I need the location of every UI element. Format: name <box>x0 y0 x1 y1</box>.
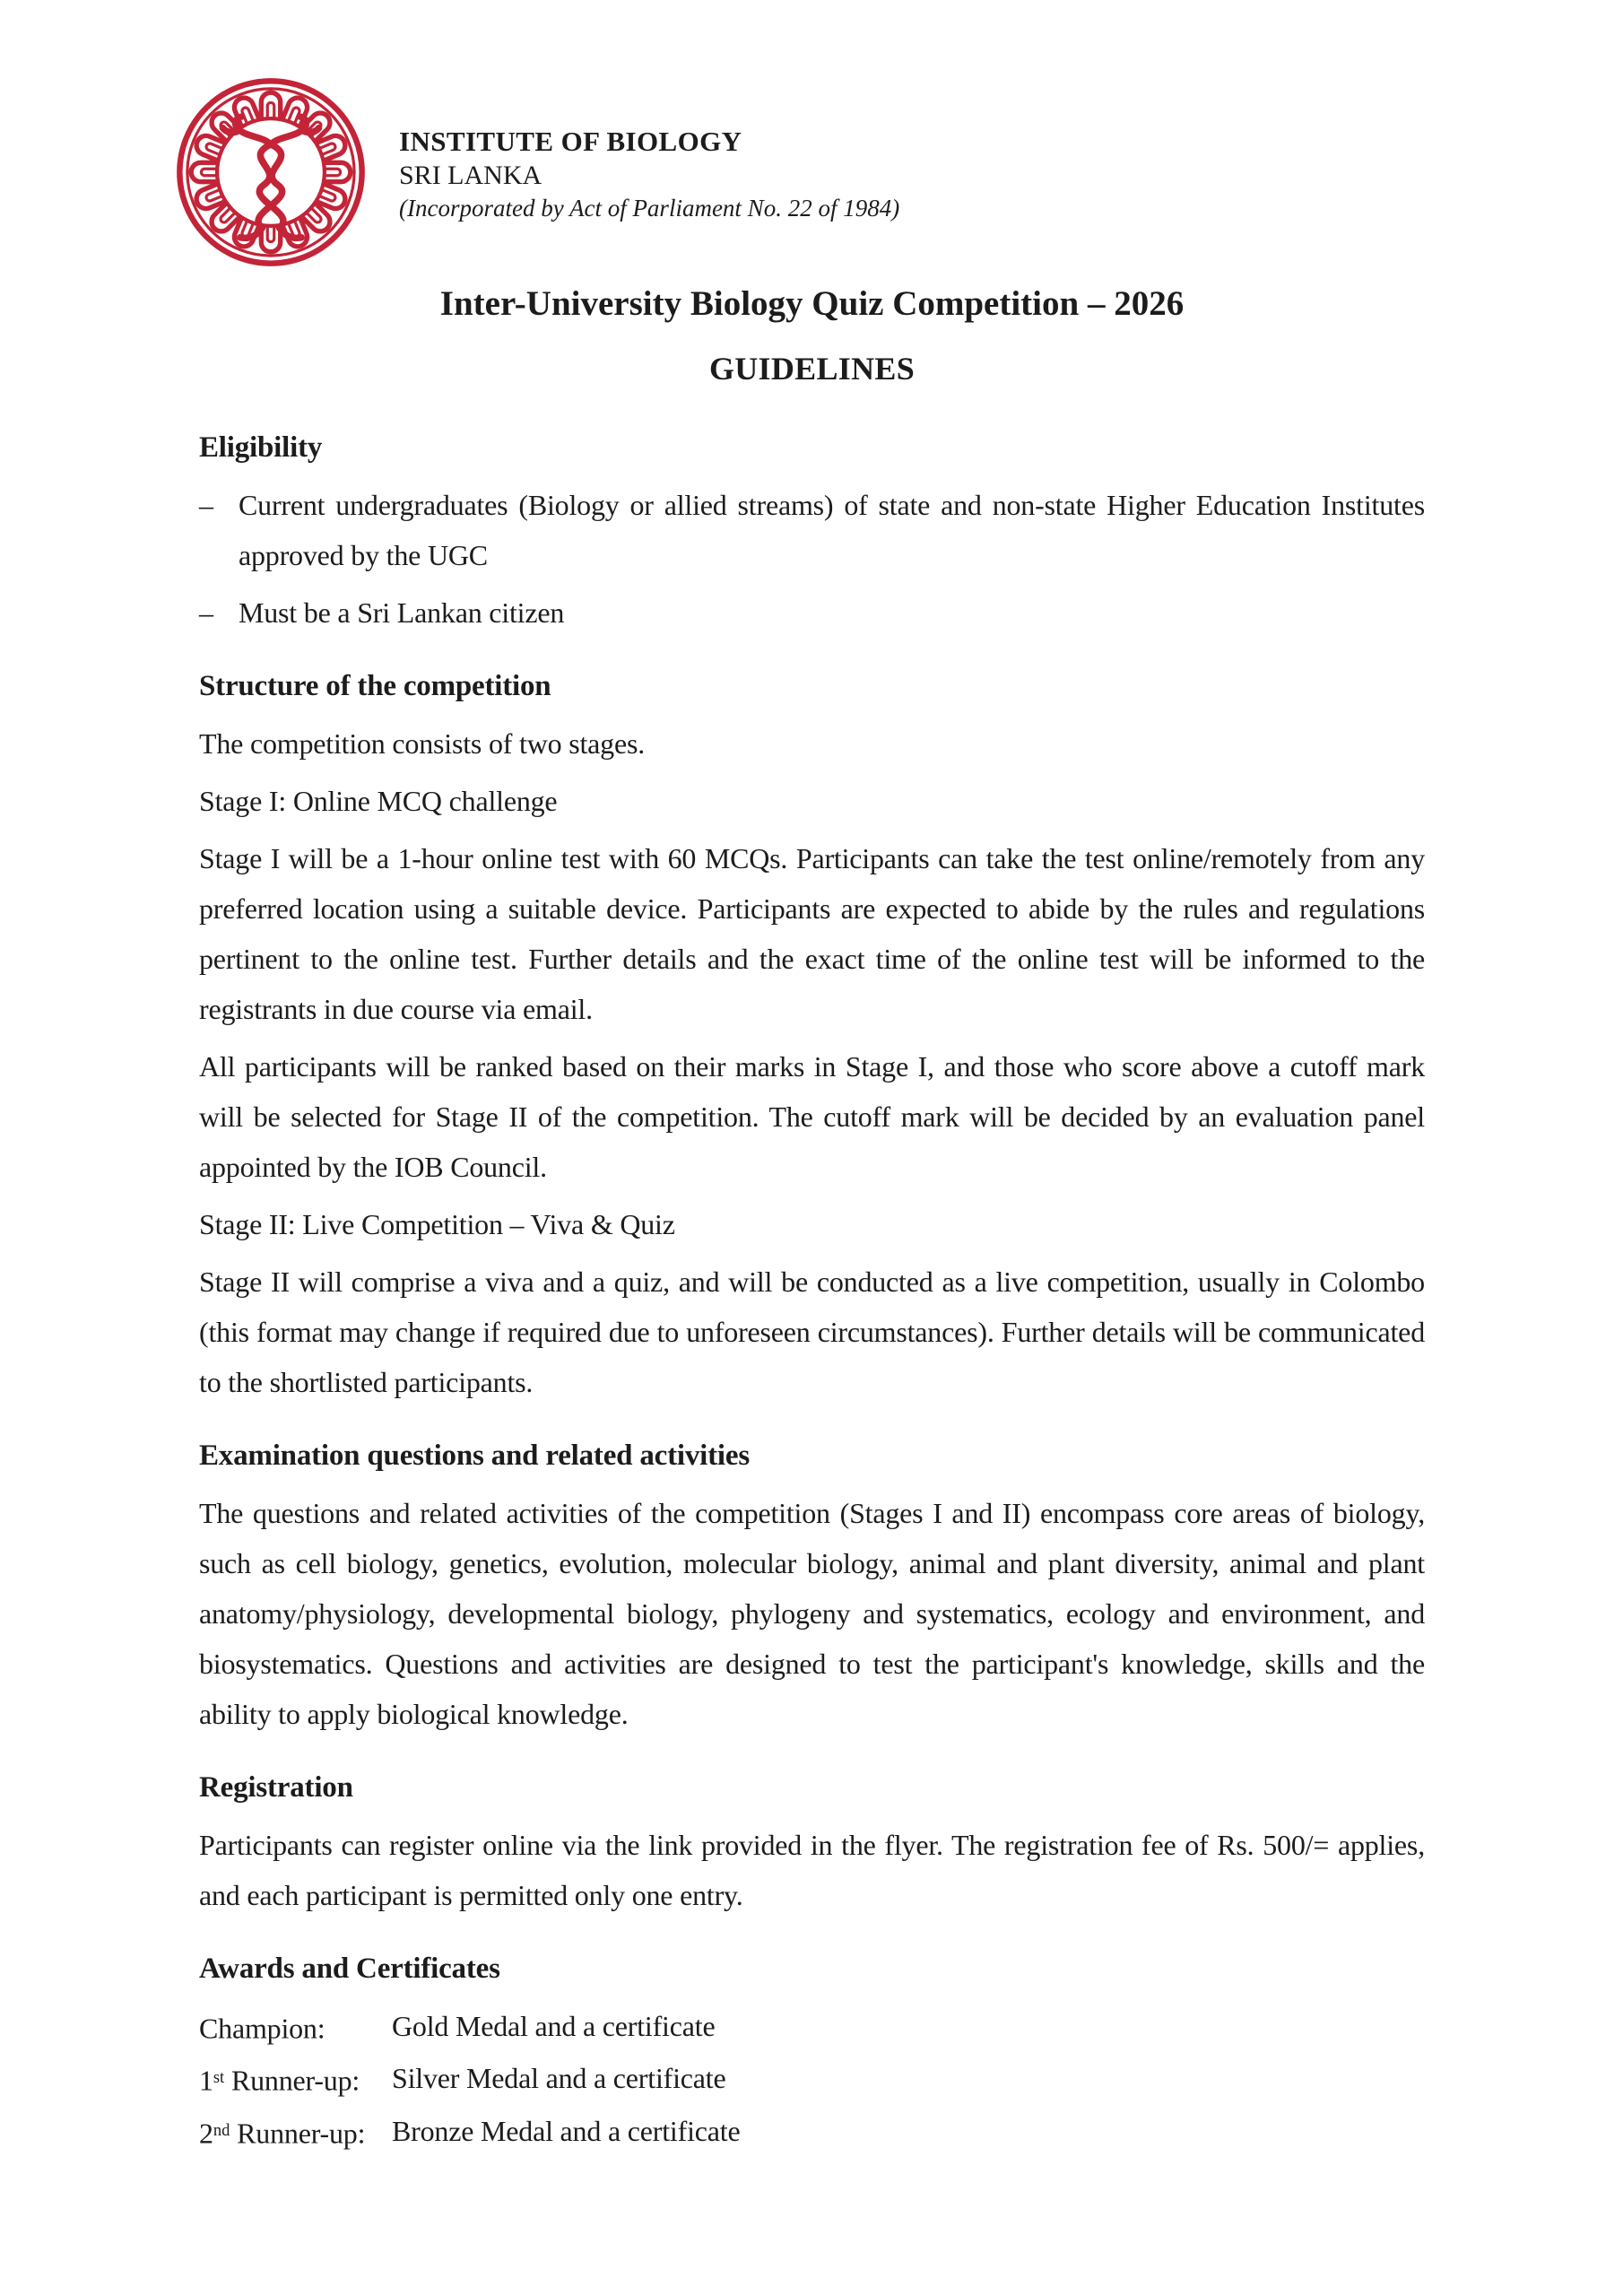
award-label: 1st Runner-up: <box>199 2064 360 2097</box>
document-title: Inter-University Biology Quiz Competition – 2026 <box>439 284 1185 323</box>
document-body <box>199 422 1425 2158</box>
awards-list <box>199 2001 1425 2158</box>
structure-intro: The competition consists of two stages. <box>199 727 646 760</box>
award-value: Gold Medal and a certificate <box>392 2010 716 2042</box>
examination-paragraph: The questions and related activities of the competition (Stages I and II) encompass core areas of biology, such as cell biology, genetics, evolution, molecular biology, animal and plant diversity, animal and plant anatomy/physiology, developmental biology, phylogeny and systematics, ecology and environment, and biosystematics. Questions and activities are designed to test the participant's knowledge, skills and the ability to apply biological knowledge. <box>199 1497 1425 1730</box>
ranking-paragraph: All participants will be ranked based on their marks in Stage I, and those who score above a cutoff mark will be selected for Stage II of the competition. The cutoff mark will be decided by an evaluation panel appointed by the IOB Council. <box>199 1050 1425 1183</box>
bullet-text: Current undergraduates (Biology or allied streams) of state and non-state Higher Education Institutes approved by the UGC <box>239 489 1425 571</box>
registration-paragraph: Participants can register online via the link provided in the flyer. The registration fee of Rs. 500/= applies, and each participant is permitted only one entry. <box>199 1829 1425 1911</box>
section-heading-structure: Structure of the competition <box>199 670 551 702</box>
award-row <box>199 2106 1425 2158</box>
bullet-dash: – <box>199 596 213 629</box>
award-row <box>199 2053 1425 2105</box>
org-name: INSTITUTE OF BIOLOGY <box>399 125 742 157</box>
section-heading-eligibility: Eligibility <box>199 431 323 464</box>
bullet-item <box>199 587 1425 638</box>
award-row <box>199 2001 1425 2053</box>
header-text <box>399 121 899 224</box>
section-heading-awards: Awards and Certificates <box>199 1952 500 1985</box>
stage2-paragraph: Stage II will comprise a viva and a quiz, and will be conducted as a live competition, usually in Colombo (this format may change if required due to unforeseen circumstances). Further details will be communicated to the shortlisted participants. <box>199 1265 1425 1398</box>
header <box>175 76 1425 268</box>
section-heading-registration: Registration <box>199 1771 353 1804</box>
award-label: 2nd Runner-up: <box>199 2117 366 2150</box>
bullet-dash: – <box>199 489 213 521</box>
award-value: Silver Medal and a certificate <box>392 2062 726 2095</box>
iob-logo <box>175 76 367 268</box>
document-subtitle: GUIDELINES <box>708 351 916 387</box>
bullet-item <box>199 480 1425 580</box>
org-country: SRI LANKA <box>399 160 542 190</box>
section-heading-examination: Examination questions and related activities <box>199 1439 750 1472</box>
award-value: Bronze Medal and a certificate <box>392 2114 741 2147</box>
stage2-label: Stage II: Live Competition – Viva & Quiz <box>199 1208 675 1240</box>
award-label: Champion: <box>199 2012 325 2045</box>
org-incorporation-note: (Incorporated by Act of Parliament No. 22 of 1984) <box>399 194 900 222</box>
bullet-text: Must be a Sri Lankan citizen <box>239 596 565 629</box>
stage1-label: Stage I: Online MCQ challenge <box>199 785 558 817</box>
stage1-paragraph: Stage I will be a 1-hour online test with 60 MCQs. Participants can take the test online/remotely from any preferred location using a suitable device. Participants are expected to abide by the rules and regulations pertinent to the online test. Further details and the exact time of the online test will be informed to the registrants in due course via email. <box>199 842 1425 1025</box>
